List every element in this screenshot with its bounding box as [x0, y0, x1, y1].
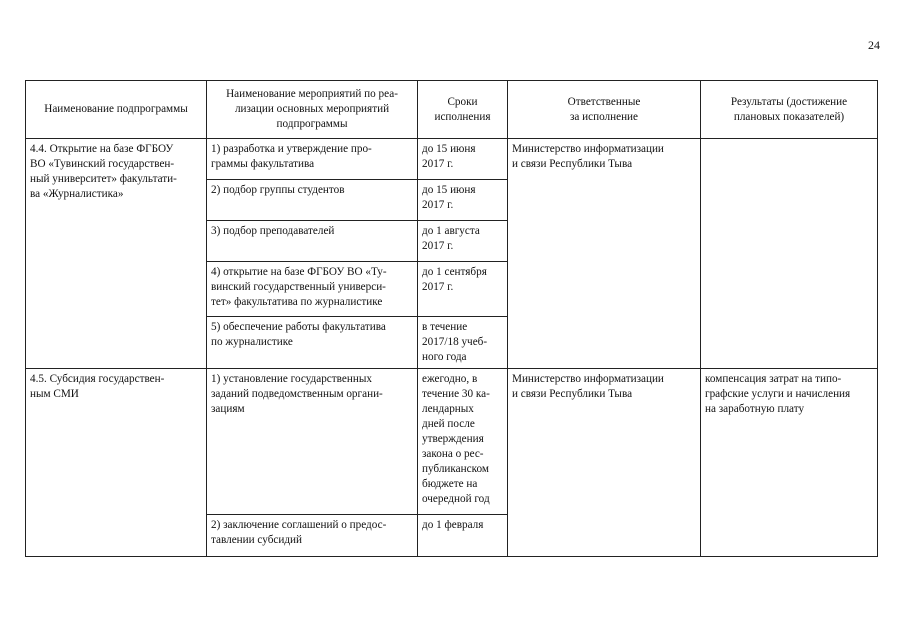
activity-text: 4) открытие на базе ФГБОУ ВО «Ту- винский государственный универси- тет» факультатива по журналистике — [207, 262, 418, 317]
header-deadline: Сроки исполнения — [418, 81, 508, 139]
subprogram-name-4-5: 4.5. Субсидия государствен- ным СМИ — [26, 369, 207, 557]
activity-text: 1) установление государственных заданий подведомственным органи- зациям — [207, 369, 418, 515]
activity-deadline: до 15 июня 2017 г. — [418, 139, 508, 180]
table-header-row — [26, 81, 878, 139]
header-results: Результаты (достижение плановых показателей) — [701, 81, 878, 139]
results-4-4 — [701, 139, 878, 369]
page-number: 24 — [868, 38, 880, 52]
table-row — [26, 139, 878, 180]
header-responsible: Ответственные за исполнение — [508, 81, 701, 139]
activity-deadline: до 15 июня 2017 г. — [418, 180, 508, 221]
activity-text: 1) разработка и утверждение про- граммы факультатива — [207, 139, 418, 180]
activity-text: 3) подбор преподавателей — [207, 221, 418, 262]
responsible-4-5: Министерство информатизации и связи Республики Тыва — [508, 369, 701, 557]
responsible-4-4: Министерство информатизации и связи Республики Тыва — [508, 139, 701, 369]
activity-deadline: до 1 сентября 2017 г. — [418, 262, 508, 317]
activity-text: 2) подбор группы студентов — [207, 180, 418, 221]
activity-deadline: ежегодно, в течение 30 ка- лендарных дней после утверждения закона о рес- публиканском бюджете на очередной год — [418, 369, 508, 515]
table-row — [26, 369, 878, 515]
activity-text: 2) заключение соглашений о предос- тавлении субсидий — [207, 515, 418, 557]
activity-deadline: в течение 2017/18 учеб- ного года — [418, 317, 508, 369]
activity-deadline: до 1 августа 2017 г. — [418, 221, 508, 262]
subprogram-name-4-4: 4.4. Открытие на базе ФГБОУ ВО «Тувинский государствен- ный университет» факультати- ва «Журналистика» — [26, 139, 207, 369]
header-subprogram-name: Наименование подпрограммы — [26, 81, 207, 139]
activity-text: 5) обеспечение работы факультатива по журналистике — [207, 317, 418, 369]
activity-deadline: до 1 февраля — [418, 515, 508, 557]
results-4-5: компенсация затрат на типо- графские услуги и начисления на заработную плату — [701, 369, 878, 557]
header-activity-name: Наименование мероприятий по реа- лизации основных мероприятий подпрограммы — [207, 81, 418, 139]
subprogram-plan-table — [25, 80, 878, 557]
